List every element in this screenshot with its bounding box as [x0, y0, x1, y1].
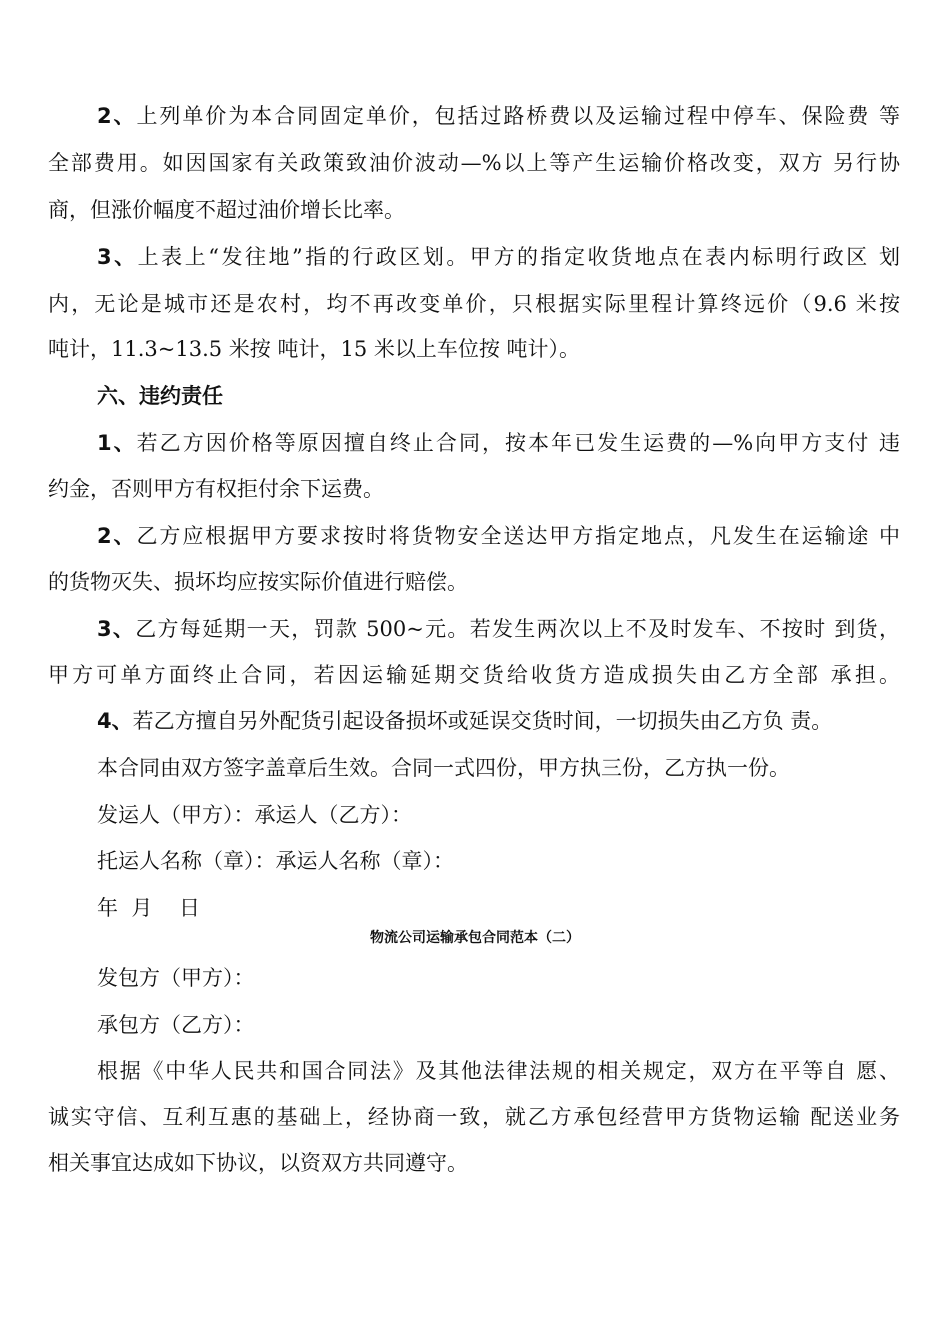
breach-item-4-number: 4、	[97, 709, 133, 733]
contract-2-party-b: 承包方（乙方）：	[97, 1013, 255, 1037]
contract-2-preamble-line-1: 根据《中华人民共和国合同法》及其他法律法规的相关规定，双方在平等自 愿、	[97, 1059, 900, 1083]
clause-3-text-1: 上表上“发往地”指的行政区划。甲方的指定收货地点在表内标明行政区 划	[137, 245, 900, 269]
clause-3-number: 3、	[97, 245, 138, 269]
signature-date: 年 月 日	[97, 896, 201, 920]
effect-clause: 本合同由双方签字盖章后生效。合同一式四份，甲方执三份，乙方执一份。	[97, 756, 790, 780]
contract-2-party-a: 发包方（甲方）：	[97, 966, 255, 990]
breach-item-1-text-1: 若乙方因价格等原因擅自终止合同，按本年已发生运费的—%向甲方支付 违	[136, 431, 900, 455]
breach-item-4-text-1: 若乙方擅自另外配货引起设备损坏或延误交货时间，一切损失由乙方负 责。	[132, 709, 833, 733]
breach-item-1-line-2: 约金，否则甲方有权拒付余下运费。	[48, 477, 384, 501]
contract-2-preamble-line-3: 相关事宜达成如下协议，以资双方共同遵守。	[48, 1151, 468, 1175]
breach-item-2-text-1: 乙方应根据甲方要求按时将货物安全送达甲方指定地点，凡发生在运输途 中	[136, 524, 900, 548]
breach-item-3-line-1	[97, 606, 900, 652]
clause-3-line-1	[97, 234, 900, 280]
clause-2-number: 2、	[97, 104, 137, 128]
breach-item-3-number: 3、	[97, 617, 136, 641]
contract-2-preamble-line-2: 诚实守信、互利互惠的基础上，经协商一致，就乙方承包经营甲方货物运输 配送业务	[48, 1105, 900, 1129]
clause-2-text-1: 上列单价为本合同固定单价，包括过路桥费以及运输过程中停车、保险费 等	[136, 104, 900, 128]
breach-item-2-line-2: 的货物灭失、损坏均应按实际价值进行赔偿。	[48, 570, 468, 594]
breach-item-4-line-1	[97, 698, 900, 744]
signature-parties: 发运人（甲方）：承运人（乙方）：	[97, 803, 412, 827]
signature-names: 托运人名称（章）：承运人名称（章）：	[97, 849, 454, 873]
breach-item-3-text-1: 乙方每延期一天，罚款 500~元。若发生两次以上不及时发车、不按时 到货，	[135, 617, 900, 641]
breach-item-3-line-2: 甲方可单方面终止合同，若因运输延期交货给收货方造成损失由乙方全部 承担。	[48, 663, 900, 687]
clause-2-line-2: 全部费用。如因国家有关政策致油价波动—%以上等产生运输价格改变，双方 另行协	[48, 151, 900, 175]
section-6-heading: 六、违约责任	[97, 384, 223, 408]
breach-item-2-number: 2、	[97, 524, 137, 548]
clause-3-line-3: 吨计，11.3~13.5 米按 吨计，15 米以上车位按 吨计）。	[48, 337, 581, 361]
clause-2-line-1	[97, 93, 900, 139]
clause-2-line-3: 商，但涨价幅度不超过油价增长比率。	[48, 198, 405, 222]
breach-item-2-line-1	[97, 513, 900, 559]
clause-3-line-2: 内，无论是城市还是农村，均不再改变单价，只根据实际里程计算终远价（9.6 米按	[48, 292, 900, 316]
breach-item-1-line-1	[97, 420, 900, 466]
contract-2-title: 物流公司运输承包合同范本（二）	[370, 930, 580, 946]
breach-item-1-number: 1、	[97, 431, 137, 455]
